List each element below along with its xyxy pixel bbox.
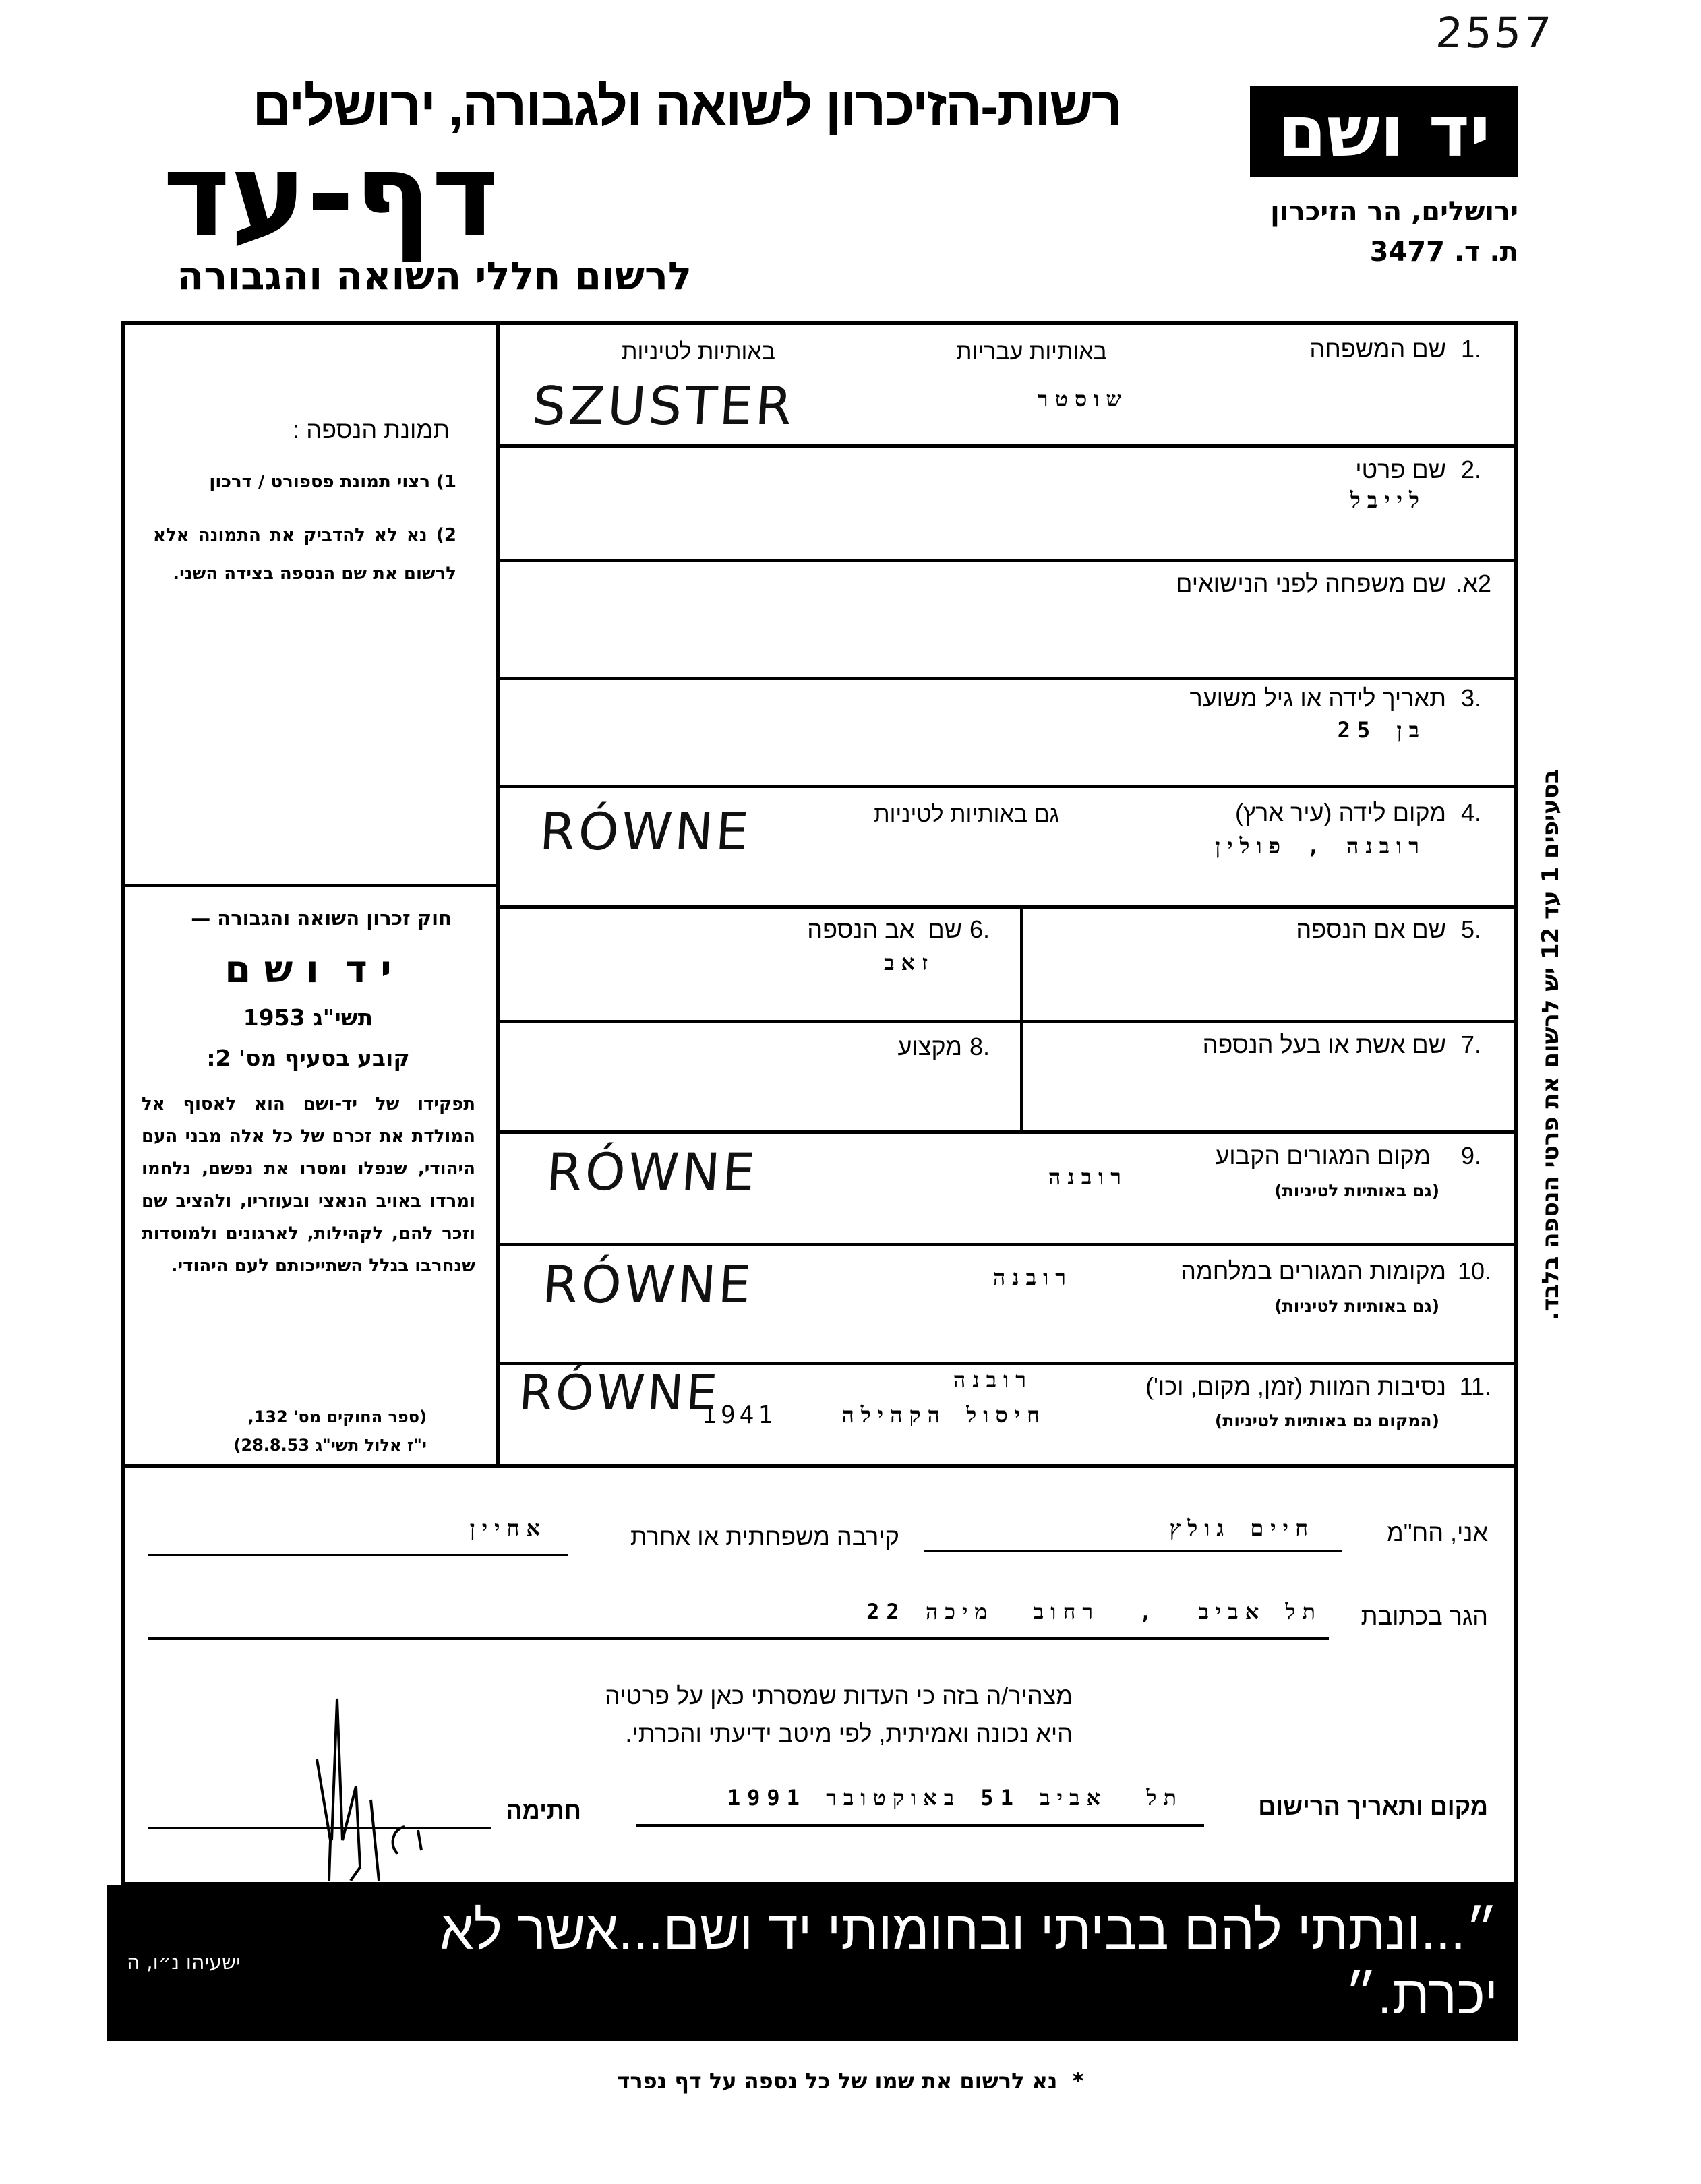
signature	[290, 1685, 506, 1881]
field-label: שם פרטי	[1355, 456, 1446, 483]
field-birth-place[interactable]	[496, 786, 1518, 907]
field-label: מקצוע	[897, 1033, 962, 1060]
latin-hint: (גם באותיות לטיניות)	[1274, 1181, 1439, 1201]
form-title: דף-עד	[162, 129, 499, 262]
law-year: תשי"ג 1953	[243, 1004, 374, 1031]
yad-vashem-logo	[1250, 86, 1518, 177]
wartime-residence-value[interactable]: רובנה	[992, 1265, 1073, 1290]
death-event-value[interactable]: חיסול הקהילה	[841, 1402, 1046, 1428]
death-place-latin[interactable]: RÓWNE	[517, 1364, 722, 1421]
field-number: 4.	[1460, 799, 1481, 826]
field-death-circumstances[interactable]	[496, 1363, 1518, 1464]
banner-citation: ישעיהו נ״ו, ה	[127, 1951, 241, 1974]
form-subtitle: לרשום חללי השואה והגבורה	[177, 253, 692, 299]
field-birth-date[interactable]	[496, 678, 1518, 786]
declarant-label: אני, הח"מ	[1387, 1519, 1488, 1546]
field-label: שם משפחה לפני הנישואים	[1176, 570, 1446, 597]
field-first-name[interactable]	[496, 446, 1518, 560]
footer-note: * נא לרשום את שמו של כל נספה על דף נפרד	[617, 2068, 1084, 2094]
permanent-residence-latin[interactable]: RÓWNE	[544, 1142, 760, 1202]
address-label: הגר בכתובת	[1361, 1602, 1488, 1630]
latin-hint: באותיות לטיניות	[621, 339, 775, 365]
underline	[148, 1554, 568, 1556]
first-name-value[interactable]: לייבל	[1350, 487, 1426, 513]
field-label: שם אשת או בעל הנספה	[1202, 1031, 1446, 1058]
field-maiden-name[interactable]	[496, 560, 1518, 678]
death-year-value[interactable]: 1941	[702, 1401, 777, 1429]
photo-heading: תמונת הנספה :	[293, 416, 450, 444]
law-body: תפקידו של יד-ושם הוא לאסוף אל המולדת את זכרם של כל אלה מבני העם היהודי, שנפלו ומסרו את נפשם, נלחמו ומרדו באויב הנאצי ובעוזריו, ולהציב שם וזכר להם, לקהילות, לארגונים ולמוסדות שנחרבו בגלל השתייכותם לעם היהודי.	[142, 1094, 475, 1276]
birth-place-latin[interactable]: RÓWNE	[537, 801, 753, 861]
field-label: מקום לידה (עיר ארץ)	[1235, 799, 1446, 826]
photo-note-1: 1) רצוי תמונת פספורט / דרכון	[209, 472, 456, 492]
logo-text: יד ושם	[1278, 90, 1491, 173]
field-permanent-residence[interactable]	[496, 1132, 1518, 1244]
law-source-2: י"ז אלול תשי"ג 28.8.53)	[233, 1436, 427, 1455]
side-note: בסעיפים 1 עד 12 יש לרשום את פרטי הנספה בלבד.	[1537, 769, 1564, 1321]
wartime-residence-latin[interactable]: RÓWNE	[540, 1254, 756, 1314]
field-number: 3.	[1460, 684, 1481, 712]
field-number: 6.	[969, 915, 990, 943]
family-name-latin[interactable]: SZUSTER	[530, 376, 797, 437]
latin-hint: (המקום גם באותיות לטיניות)	[1214, 1411, 1439, 1430]
latin-hint: (גם באותיות לטיניות)	[1274, 1296, 1439, 1316]
law-title: חוק זכרון השואה והגבורה —	[191, 907, 452, 930]
underline	[148, 1637, 1329, 1640]
field-label: שם אם הנספה	[1296, 915, 1446, 943]
family-name-hebrew[interactable]: שוסטר	[1037, 386, 1128, 412]
declarant-name[interactable]: חיים גולץ	[1169, 1515, 1315, 1541]
declaration-line-2: היא נכונה ואמיתית, לפי מיטב ידיעתי והכרתי.	[625, 1720, 1073, 1747]
field-label: שם המשפחה	[1309, 335, 1446, 363]
address-line: ירושלים, הר הזיכרון	[1270, 196, 1518, 227]
field-father-name[interactable]	[500, 907, 1020, 1021]
law-source-1: (ספר החוקים מס' 132,	[247, 1407, 427, 1426]
banner-quote: ״...ונתתי להם בביתי ובחומותי יד ושם...אשר לא יכרת.״	[440, 1900, 1498, 2025]
field-label: שם אב הנספה	[807, 915, 962, 943]
death-place-value[interactable]: רובנה	[953, 1367, 1033, 1393]
underline	[636, 1824, 1204, 1827]
field-family-name[interactable]	[496, 321, 1518, 446]
field-label: תאריך לידה או גיל משוער	[1189, 684, 1446, 712]
place-date-label: מקום ותאריך הרישום	[1258, 1792, 1488, 1820]
file-number: 2557	[1434, 8, 1555, 57]
field-number: 7.	[1460, 1031, 1481, 1058]
place-date-value[interactable]: תל אביב 51 באוקטובר 1991	[727, 1785, 1183, 1811]
birth-date-value[interactable]: בן 25	[1337, 717, 1426, 743]
po-box: ת. ד. 3477	[1369, 237, 1518, 268]
address-value[interactable]: תל אביב , רחוב מיכה 22	[866, 1599, 1322, 1625]
photo-note-2: 2) נא לא להדביק את התמונה אלא לרשום את שם הנספה בצידה השני.	[153, 525, 456, 584]
field-number: 5.	[1460, 915, 1481, 943]
field-number: 1.	[1460, 335, 1481, 363]
quote-banner	[107, 1885, 1518, 2041]
father-name-value[interactable]: זאב	[884, 950, 934, 975]
field-number: 9.	[1460, 1142, 1481, 1170]
field-number: 8.	[969, 1033, 990, 1060]
field-wartime-residence[interactable]	[496, 1244, 1518, 1363]
underline	[924, 1550, 1342, 1552]
field-label: מקום המגורים הקבוע	[1215, 1142, 1431, 1170]
org-line: רשות-הזיכרון לשואה ולגבורה, ירושלים	[252, 76, 1121, 136]
birth-place-value[interactable]: רובנה , פולין	[1214, 833, 1426, 859]
law-clause: קובע בסעיף מס' 2:	[206, 1045, 410, 1071]
field-label: מקומות המגורים במלחמה	[1181, 1257, 1446, 1285]
field-number: 2א.	[1456, 570, 1491, 597]
divider	[121, 1464, 1518, 1468]
field-number: 10.	[1457, 1257, 1491, 1285]
field-label: נסיבות המוות (זמן, מקום, וכו')	[1145, 1372, 1446, 1400]
field-number: 2.	[1460, 456, 1481, 483]
relation-value[interactable]: אחיין	[469, 1515, 547, 1541]
hebrew-hint: באותיות עבריות	[955, 339, 1107, 365]
divider	[121, 884, 498, 887]
signature-label: חתימה	[506, 1796, 581, 1824]
field-number: 11.	[1459, 1372, 1491, 1400]
law-name: י ד ו ש ם	[225, 948, 392, 992]
permanent-residence-value[interactable]: רובנה	[1048, 1164, 1128, 1190]
relation-label: קירבה משפחתית או אחרת	[630, 1523, 899, 1550]
latin-hint: גם באותיות לטיניות	[874, 801, 1059, 827]
declaration-line-1: מצהיר/ה בזה כי העדות שמסרתי כאן על פרטיה	[604, 1682, 1073, 1709]
field-profession[interactable]	[500, 1021, 1020, 1132]
